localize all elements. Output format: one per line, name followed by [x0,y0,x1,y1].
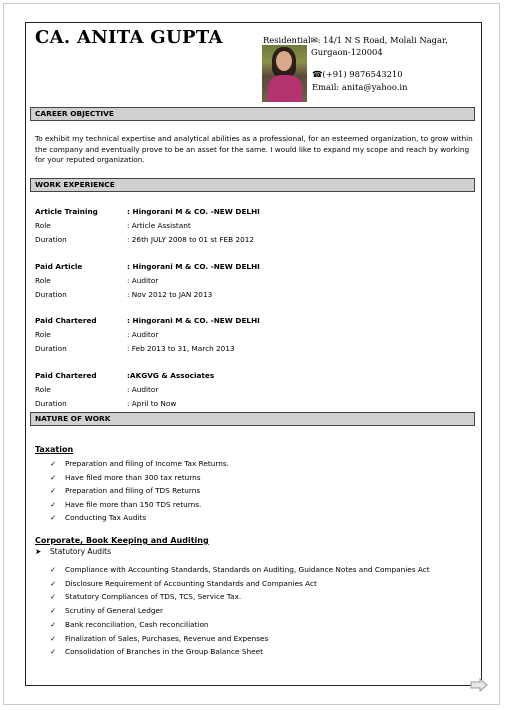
work-entry-duration-value: : Feb 2013 to 31, March 2013 [127,344,235,353]
taxation-item [50,459,229,468]
work-entry-duration-label: Duration [35,344,67,353]
work-entry-title-label: Paid Chartered [35,316,97,325]
arrow-bullet-icon: ➤ [35,547,42,556]
candidate-name: CA. ANITA GUPTA [35,27,223,48]
work-entry-duration-label: Duration [35,235,67,244]
work-entry-title [35,371,215,380]
work-entry-title-label: Paid Chartered [35,371,97,380]
check-icon: ✓ [50,459,57,468]
corporate-item-text: Compliance with Accounting Standards, Standards on Auditing, Guidance Notes and Companies Act [65,565,430,574]
corporate-item-text: Bank reconciliation, Cash reconciliation [65,619,209,629]
corporate-item-text: Scrutiny of General Ledger [65,606,164,616]
check-icon: ✓ [50,486,57,496]
work-entry-role-label: Role [35,276,51,285]
work-entry-duration-label: Duration [35,399,67,408]
check-icon: ✓ [50,592,57,602]
corporate-item [50,606,163,615]
corporate-item-text: Disclosure Requirement of Accounting Standards and Companies Act [65,578,317,588]
taxation-item-text: Conducting Tax Audits [65,513,147,523]
corporate-item-text: Statutory Compliances of TDS, TCS, Service Tax. [65,592,242,602]
work-entry-duration-label: Duration [35,290,67,299]
check-icon: ✓ [50,606,57,616]
taxation-item-text: Preparation and filing of TDS Returns [65,486,201,496]
work-entry-role [35,330,159,339]
work-entry-role-label: Role [35,385,51,394]
check-icon: ✓ [50,619,57,629]
taxation-item [50,500,201,509]
check-icon: ✓ [50,472,57,482]
work-entry-duration [35,235,255,244]
taxation-item [50,486,200,495]
section-nature-of-work: NATURE OF WORK [30,412,475,426]
corporate-item-text: Finalization of Sales, Purchases, Revenue and Expenses [65,633,269,643]
work-entry-role [35,385,159,394]
corporate-item [50,579,317,588]
work-entry-duration-value: : Nov 2012 to JAN 2013 [127,290,213,299]
work-entry-role-label: Role [35,221,51,230]
address-block [263,34,478,58]
check-icon: ✓ [50,578,57,588]
work-entry-title-label: Article Training [35,207,98,216]
check-icon: ✓ [50,565,57,574]
corporate-item [50,634,268,643]
work-entry-role-value: : Auditor [127,276,159,285]
work-entry-duration [35,290,213,299]
phone-number: ☎(+91) 9876543210 [312,69,403,79]
taxation-item-text: Preparation and filing of Income Tax Returns. [65,459,229,468]
work-entry-role [35,276,159,285]
work-entry-role-value: : Article Assistant [127,221,191,230]
next-page-arrow-icon[interactable] [470,678,488,692]
work-entry-duration-value: : April to Now [127,399,177,408]
work-entry-title [35,207,260,216]
taxation-item-text: Have file more than 150 TDS returns. [65,499,202,509]
statutory-audits-item [35,547,111,556]
work-entry-duration [35,399,177,408]
work-entry-role-value: : Auditor [127,385,159,394]
contact-block [312,68,407,94]
corporate-item [50,592,241,601]
work-entry-title-value: : Hingorani M & CO. -NEW DELHI [127,262,260,271]
check-icon: ✓ [50,499,57,509]
corporate-item [50,647,263,656]
work-entry-title-value: :AKGVG & Associates [127,371,215,380]
check-icon: ✓ [50,647,57,657]
work-entry-duration [35,344,235,353]
section-career-objective: CAREER OBJECTIVE [30,107,475,121]
section-work-experience: WORK EXPERIENCE [30,178,475,192]
corporate-item [50,565,430,574]
work-entry-title-value: : Hingorani M & CO. -NEW DELHI [127,207,260,216]
statutory-audits-label: Statutory Audits [50,547,112,556]
corporate-item [50,620,209,629]
taxation-item-text: Have filed more than 300 tax returns [65,472,201,482]
work-entry-title [35,316,260,325]
taxation-heading: Taxation [35,445,74,454]
work-entry-role-value: : Auditor [127,330,159,339]
corporate-heading: Corporate, Book Keeping and Auditing [35,536,209,545]
work-entry-title-label: Paid Article [35,262,83,271]
taxation-item [50,513,146,522]
work-entry-role-label: Role [35,330,51,339]
check-icon: ✓ [50,513,57,523]
taxation-item [50,473,201,482]
work-entry-role [35,221,191,230]
corporate-item-text: Consolidation of Branches in the Group Balance Sheet [65,647,263,657]
work-entry-title [35,262,260,271]
address-line-2: Gurgaon-120004 [311,47,383,57]
email-address: Email: anita@yahoo.in [312,82,408,92]
work-entry-duration-value: : 26th JULY 2008 to 01 st FEB 2012 [127,235,255,244]
address-line-1: Residential✉: 14/1 N S Road, Molali Nagar, [263,35,448,45]
check-icon: ✓ [50,633,57,643]
career-objective-text: To exhibit my technical expertise and analytical abilities as a professional, for an esteemed organization, to grow within the company and eventually prove to be an asset for the same. I would like to expand my scope and reach by working for your reputed organization. [35,134,473,164]
work-entry-title-value: : Hingorani M & CO. -NEW DELHI [127,316,260,325]
